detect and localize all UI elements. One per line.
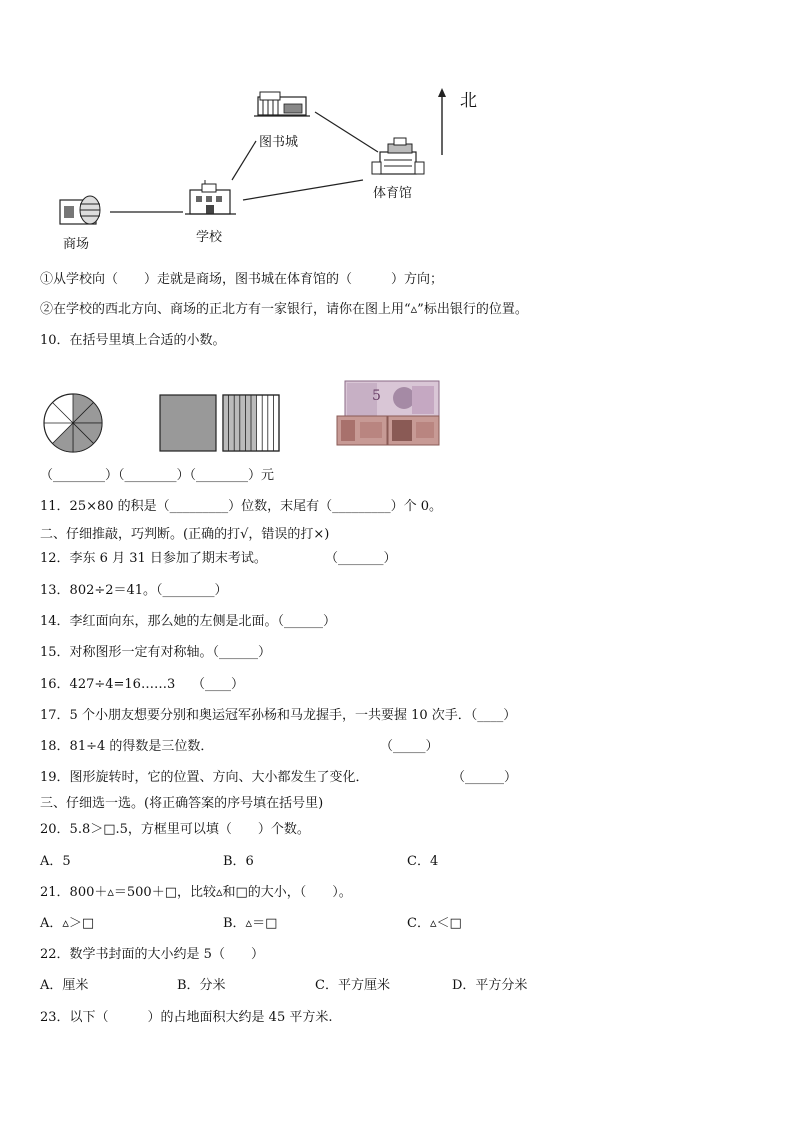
q22-option-d: D．平方分米 [452,978,528,993]
school-building-icon [185,180,236,214]
q19-blank: （______） [452,770,518,785]
q10-title: 10．在括号里填上合适的小数。 [40,333,226,348]
school-label: 学校 [196,230,223,245]
q10-figures [0,370,794,460]
q20-option-b: B．6 [223,854,254,869]
q21-option-b: B．▵＝□ [223,916,278,931]
q22-option-b: B．分米 [177,978,226,993]
north-arrow-head [438,88,446,97]
q22-option-c: C．平方厘米 [315,978,390,993]
q17: 17．5 个小朋友想要分别和奥运冠军孙杨和马龙握手，一共要握 10 次手．（____） [40,708,517,723]
q22-option-a: A．厘米 [40,978,89,993]
mall-building-icon [60,196,100,224]
q12: 12．李东 6 月 31 日参加了期末考试。 [40,551,267,566]
q23: 23．以下（ ）的占地面积大约是 45 平方米. [40,1010,333,1025]
q16-blank: （____） [192,677,245,692]
q9-part2: ②在学校的西北方向、商场的正北方有一家银行，请你在图上用“▵”标出银行的位置。 [40,302,528,317]
q20-option-c: C．4 [407,854,439,869]
one-jiao-note-left-icon [337,416,387,445]
library-label: 图书城 [259,135,299,150]
direction-map [0,0,794,260]
five-yuan-note-icon [345,381,439,418]
q10-answer-blanks: （________）（________）（________）元 [40,468,275,483]
north-label: 北 [460,91,477,111]
section-2-heading: 二、仔细推敲，巧判断。(正确的打√，错误的打×) [40,527,330,542]
fraction-circle [44,394,102,452]
line-library-stadium [315,112,378,152]
mall-label: 商场 [63,237,90,252]
q16: 16．427÷4=16……3 [40,677,176,692]
q14: 14．李红面向东，那么她的左侧是北面。（______） [40,614,337,629]
q9-part1: ①从学校向（ ）走就是商场，图书城在体育馆的（ ）方向； [40,272,444,287]
striped-square [223,395,279,451]
q15: 15．对称图形一定有对称轴。（______） [40,645,272,660]
q18-blank: （_____） [380,739,439,754]
section-3-heading: 三、仔细选一选。(将正确答案的序号填在括号里) [40,796,324,811]
library-building-icon [254,92,310,116]
q19: 19．图形旋转时，它的位置、方向、大小都发生了变化． [40,770,369,785]
line-library-school [232,141,256,180]
svg-text:5: 5 [372,388,381,404]
q22: 22．数学书封面的大小约是 5（ ） [40,947,264,962]
q18: 18．81÷4 的得数是三位数． [40,739,214,754]
stadium-label: 体育馆 [373,186,413,201]
q20: 20．5.8＞□.5，方框里可以填（ ）个数。 [40,822,310,837]
q20-option-a: A．5 [40,854,71,869]
q11: 11．25×80 的积是（_________）位数，末尾有（_________）个 0。 [40,499,443,514]
shaded-square [160,395,216,451]
q21: 21．800＋▵＝500＋□，比较▵和□的大小，（ ）。 [40,885,352,900]
line-school-stadium [243,180,363,200]
q21-option-a: A．▵＞□ [40,916,95,931]
one-jiao-note-right-icon [388,416,439,445]
stadium-building-icon [372,138,424,174]
q12-blank: （_______） [325,551,397,566]
q21-option-c: C．▵＜□ [407,916,462,931]
q13: 13．802÷2＝41。（________） [40,583,228,598]
